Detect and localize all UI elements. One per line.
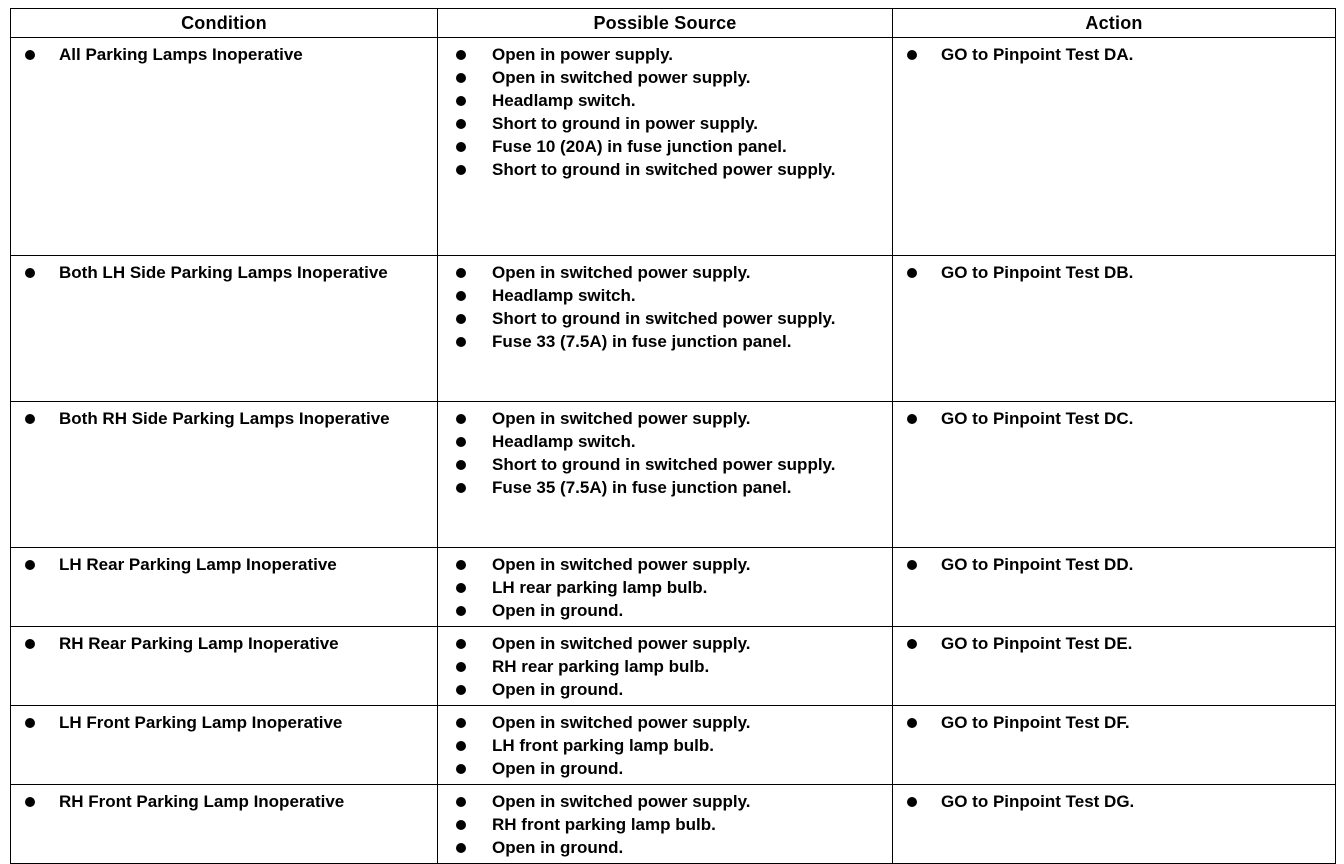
- action-cell: [893, 627, 1336, 706]
- source-text: Fuse 33 (7.5A) in fuse junction panel.: [492, 332, 792, 351]
- possible-source-cell: [438, 627, 893, 706]
- bullet-icon: [456, 314, 466, 324]
- bullet-icon: [907, 268, 917, 278]
- source-text: Short to ground in switched power supply.: [492, 160, 836, 179]
- bullet-icon: [456, 460, 466, 470]
- source-item: [446, 553, 886, 576]
- action-cell: [893, 38, 1336, 256]
- action-item: [901, 261, 1329, 284]
- condition-text: LH Rear Parking Lamp Inoperative: [59, 555, 337, 574]
- table-row: [11, 402, 1336, 548]
- table-row: [11, 785, 1336, 864]
- condition-cell: [11, 256, 438, 402]
- source-item: [446, 757, 886, 780]
- bullet-icon: [456, 291, 466, 301]
- source-item: [446, 261, 886, 284]
- source-item: [446, 476, 886, 499]
- bullet-icon: [456, 560, 466, 570]
- action-item: [901, 43, 1329, 66]
- header-action: Action: [893, 9, 1336, 38]
- action-text: GO to Pinpoint Test DG.: [941, 792, 1135, 811]
- header-possible-source: Possible Source: [438, 9, 893, 38]
- bullet-icon: [456, 268, 466, 278]
- source-item: [446, 790, 886, 813]
- bullet-icon: [456, 142, 466, 152]
- action-text: GO to Pinpoint Test DB.: [941, 263, 1134, 282]
- source-item: [446, 158, 886, 181]
- source-item: [446, 836, 886, 859]
- condition-item: [19, 261, 431, 284]
- source-text: Fuse 35 (7.5A) in fuse junction panel.: [492, 478, 792, 497]
- header-condition: Condition: [11, 9, 438, 38]
- source-text: Open in switched power supply.: [492, 792, 751, 811]
- source-item: [446, 632, 886, 655]
- source-item: [446, 734, 886, 757]
- action-cell: [893, 706, 1336, 785]
- action-text: GO to Pinpoint Test DE.: [941, 634, 1133, 653]
- condition-text: All Parking Lamps Inoperative: [59, 45, 303, 64]
- bullet-icon: [25, 718, 35, 728]
- source-item: [446, 112, 886, 135]
- action-item: [901, 632, 1329, 655]
- bullet-icon: [456, 414, 466, 424]
- bullet-icon: [907, 718, 917, 728]
- condition-text: LH Front Parking Lamp Inoperative: [59, 713, 343, 732]
- bullet-icon: [25, 268, 35, 278]
- source-text: Open in ground.: [492, 759, 624, 778]
- source-text: LH rear parking lamp bulb.: [492, 578, 708, 597]
- action-text: GO to Pinpoint Test DC.: [941, 409, 1134, 428]
- bullet-icon: [456, 797, 466, 807]
- source-text: Open in ground.: [492, 680, 624, 699]
- bullet-icon: [907, 50, 917, 60]
- possible-source-cell: [438, 256, 893, 402]
- table-row: [11, 627, 1336, 706]
- bullet-icon: [907, 639, 917, 649]
- bullet-icon: [456, 764, 466, 774]
- table-row: [11, 256, 1336, 402]
- bullet-icon: [456, 165, 466, 175]
- source-item: [446, 330, 886, 353]
- source-text: Open in ground.: [492, 601, 624, 620]
- action-item: [901, 407, 1329, 430]
- bullet-icon: [25, 414, 35, 424]
- bullet-icon: [456, 73, 466, 83]
- source-item: [446, 89, 886, 112]
- source-item: [446, 135, 886, 158]
- action-text: GO to Pinpoint Test DA.: [941, 45, 1134, 64]
- condition-cell: [11, 627, 438, 706]
- condition-cell: [11, 785, 438, 864]
- source-item: [446, 430, 886, 453]
- bullet-icon: [456, 437, 466, 447]
- action-item: [901, 711, 1329, 734]
- source-text: Short to ground in switched power supply.: [492, 309, 836, 328]
- condition-item: [19, 711, 431, 734]
- source-text: Short to ground in switched power supply.: [492, 455, 836, 474]
- action-text: GO to Pinpoint Test DD.: [941, 555, 1134, 574]
- condition-cell: [11, 548, 438, 627]
- bullet-icon: [907, 797, 917, 807]
- source-text: Open in switched power supply.: [492, 713, 751, 732]
- action-cell: [893, 548, 1336, 627]
- possible-source-cell: [438, 548, 893, 627]
- bullet-icon: [25, 560, 35, 570]
- possible-source-cell: [438, 38, 893, 256]
- bullet-icon: [907, 560, 917, 570]
- condition-text: Both LH Side Parking Lamps Inoperative: [59, 263, 388, 282]
- source-item: [446, 407, 886, 430]
- bullet-icon: [456, 50, 466, 60]
- bullet-icon: [456, 119, 466, 129]
- condition-cell: [11, 706, 438, 785]
- source-item: [446, 284, 886, 307]
- action-text: GO to Pinpoint Test DF.: [941, 713, 1130, 732]
- bullet-icon: [456, 685, 466, 695]
- source-text: Open in switched power supply.: [492, 68, 751, 87]
- source-item: [446, 599, 886, 622]
- bullet-icon: [456, 820, 466, 830]
- source-text: Open in switched power supply.: [492, 555, 751, 574]
- source-text: Headlamp switch.: [492, 432, 636, 451]
- source-text: Headlamp switch.: [492, 286, 636, 305]
- action-item: [901, 553, 1329, 576]
- condition-item: [19, 632, 431, 655]
- source-item: [446, 576, 886, 599]
- bullet-icon: [907, 414, 917, 424]
- source-item: [446, 307, 886, 330]
- header-row: [11, 9, 1336, 38]
- source-item: [446, 711, 886, 734]
- source-text: Open in switched power supply.: [492, 634, 751, 653]
- condition-text: RH Rear Parking Lamp Inoperative: [59, 634, 339, 653]
- bullet-icon: [456, 639, 466, 649]
- possible-source-cell: [438, 785, 893, 864]
- source-text: Headlamp switch.: [492, 91, 636, 110]
- bullet-icon: [25, 797, 35, 807]
- condition-text: RH Front Parking Lamp Inoperative: [59, 792, 345, 811]
- source-item: [446, 453, 886, 476]
- source-item: [446, 66, 886, 89]
- source-item: [446, 655, 886, 678]
- bullet-icon: [456, 96, 466, 106]
- source-text: Open in switched power supply.: [492, 263, 751, 282]
- source-item: [446, 678, 886, 701]
- source-text: RH front parking lamp bulb.: [492, 815, 716, 834]
- action-cell: [893, 402, 1336, 548]
- table-row: [11, 706, 1336, 785]
- condition-cell: [11, 402, 438, 548]
- bullet-icon: [456, 583, 466, 593]
- source-text: LH front parking lamp bulb.: [492, 736, 714, 755]
- source-text: Open in ground.: [492, 838, 624, 857]
- source-text: RH rear parking lamp bulb.: [492, 657, 710, 676]
- bullet-icon: [456, 843, 466, 853]
- source-text: Fuse 10 (20A) in fuse junction panel.: [492, 137, 787, 156]
- action-cell: [893, 785, 1336, 864]
- bullet-icon: [25, 639, 35, 649]
- table-row: [11, 548, 1336, 627]
- table-row: [11, 38, 1336, 256]
- bullet-icon: [456, 606, 466, 616]
- source-text: Open in switched power supply.: [492, 409, 751, 428]
- condition-cell: [11, 38, 438, 256]
- action-cell: [893, 256, 1336, 402]
- source-text: Open in power supply.: [492, 45, 674, 64]
- source-item: [446, 43, 886, 66]
- source-item: [446, 813, 886, 836]
- bullet-icon: [25, 50, 35, 60]
- bullet-icon: [456, 662, 466, 672]
- condition-item: [19, 43, 431, 66]
- action-item: [901, 790, 1329, 813]
- bullet-icon: [456, 741, 466, 751]
- bullet-icon: [456, 483, 466, 493]
- condition-item: [19, 790, 431, 813]
- bullet-icon: [456, 337, 466, 347]
- condition-item: [19, 553, 431, 576]
- condition-text: Both RH Side Parking Lamps Inoperative: [59, 409, 390, 428]
- diagnosis-table: [10, 8, 1336, 864]
- source-text: Short to ground in power supply.: [492, 114, 758, 133]
- possible-source-cell: [438, 402, 893, 548]
- possible-source-cell: [438, 706, 893, 785]
- bullet-icon: [456, 718, 466, 728]
- condition-item: [19, 407, 431, 430]
